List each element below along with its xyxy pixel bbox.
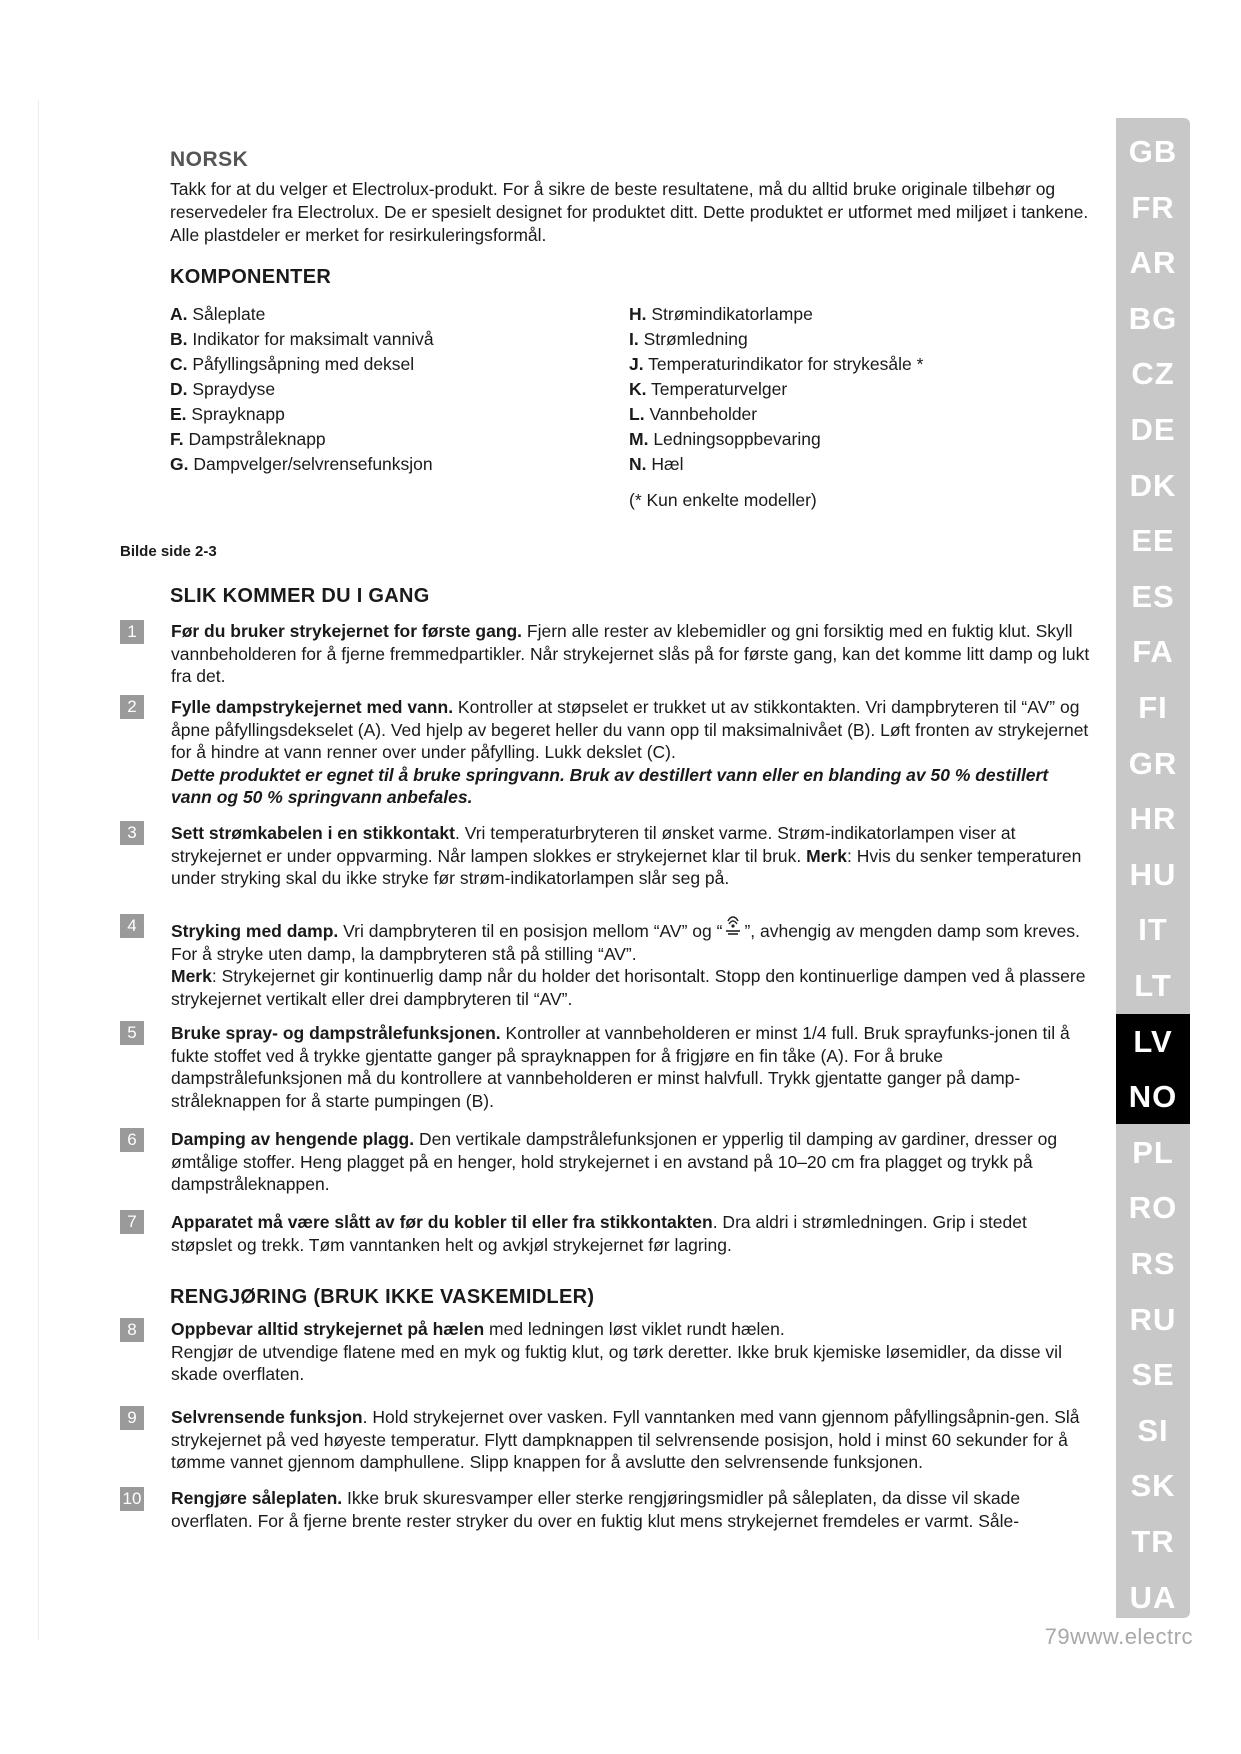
language-tab-cz[interactable]: CZ	[1131, 356, 1175, 391]
language-tab-lv[interactable]: LV	[1116, 1014, 1190, 1069]
component-item: H. Strømindikatorlampe	[629, 304, 813, 324]
component-item: N. Hæl	[629, 454, 684, 474]
component-item: I. Strømledning	[629, 329, 748, 349]
getting-started-heading: SLIK KOMMER DU I GANG	[170, 585, 430, 607]
language-tab-pl[interactable]: PL	[1132, 1135, 1174, 1170]
language-tab-bg[interactable]: BG	[1128, 301, 1178, 336]
step-number-badge: 9	[120, 1406, 144, 1430]
step-number-badge: 8	[120, 1318, 144, 1342]
language-tab-dk[interactable]: DK	[1129, 468, 1177, 503]
step-number-badge: 4	[120, 914, 144, 938]
language-tab-fi[interactable]: FI	[1138, 690, 1168, 725]
language-tab-ee[interactable]: EE	[1131, 523, 1175, 558]
components-list-right	[629, 302, 923, 477]
page-footer: 79www.electrc	[1044, 1624, 1193, 1649]
language-tab-de[interactable]: DE	[1130, 412, 1176, 447]
language-tab-gr[interactable]: GR	[1128, 746, 1178, 781]
component-item: D. Spraydyse	[170, 379, 276, 399]
language-tab-ru[interactable]: RU	[1129, 1302, 1177, 1337]
step-number-badge: 7	[120, 1210, 144, 1234]
intro-paragraph: Takk for at du velger et Electrolux-produkt. For å sikre de beste resultatene, må du alltid bruke originale tilbehør og reservedeler fra Electrolux. De er spesielt designet for produktet ditt. Dette produktet er utformet med miljøet i tankene. Alle plastdeler er merket for resirkuleringsformål.	[170, 179, 1089, 245]
component-item: G. Dampvelger/selvrensefunksjon	[170, 454, 433, 474]
steam-max-icon	[722, 915, 744, 939]
step-paragraph: Apparatet må være slått av før du kobler til eller fra stikkontakten. Dra aldri i strømledningen. Grip i stedet støpslet og trekk. Tøm vanntanken helt og avkjøl strykejernet før lagring.	[171, 1212, 1027, 1255]
language-tab-se[interactable]: SE	[1131, 1357, 1175, 1392]
step-paragraph: Oppbevar alltid strykejernet på hælen med ledningen løst viklet rundt hælen. Rengjør de utvendige flatene med en myk og fuktig klut, og tørk deretter. Ikke bruk kjemiske løsemidler, da disse vil skade overflaten.	[171, 1319, 1062, 1384]
step-italic-note: Dette produktet er egnet til å bruke springvann. Bruk av destillert vann eller en blanding av 50 % destillert vann og 50 % springvann anbefales.	[171, 764, 1049, 807]
language-tab-sk[interactable]: SK	[1130, 1468, 1176, 1503]
language-tab-fa[interactable]: FA	[1132, 634, 1174, 669]
component-item: C. Påfyllingsåpning med deksel	[170, 354, 415, 374]
component-item: L. Vannbeholder	[629, 404, 758, 424]
step-number-badge: 3	[120, 821, 144, 845]
language-tab-lt[interactable]: LT	[1134, 968, 1172, 1003]
step-number-badge: 2	[120, 695, 144, 719]
component-item: K. Temperaturvelger	[629, 379, 788, 399]
step-number-badge: 5	[120, 1021, 144, 1045]
step-paragraph: Rengjøre såleplaten. Ikke bruk skuresvamper eller sterke rengjøringsmidler på såleplaten, da disse vil skade overflaten. For å fjerne brente rester stryker du over en fuktig klut mens strykejernet fremdeles er varmt. Såle-	[171, 1488, 1021, 1531]
components-heading: KOMPONENTER	[170, 266, 332, 288]
step-paragraph: Selvrensende funksjon. Hold strykejernet over vasken. Fyll vanntanken med vann gjennom påfyllingsåpnin-gen. Slå strykejernet på ved høyeste temperatur. Flytt dampknappen til selvrensende posisjon, hold i minst 60 sekunder for å tømme vannet gjennom damphullene. Slipp knappen for å avslutte den selvrensende funksjonen.	[171, 1407, 1080, 1472]
language-tab-gb[interactable]: GB	[1128, 134, 1178, 169]
components-list-left	[170, 302, 434, 477]
component-item: J. Temperaturindikator for strykesåle *	[629, 354, 924, 374]
step-paragraph: Damping av hengende plagg. Den vertikale dampstrålefunksjonen er ypperlig til damping av gardiner, dresser og ømtålige stoffer. Heng plagget på en henger, hold strykejernet i en avstand på 10–20 cm fra plagget og trykk på dampstråleknappen.	[171, 1129, 1058, 1194]
step-paragraph: Fylle dampstrykejernet med vann. Kontroller at støpselet er trukket ut av stikkontakten. Vri dampbryteren til “AV” og åpne påfyllingsdekselet (A). Ved hjelp av begeret heller du vann opp til maksimalnivået (B). Løft fronten av strykejernet for å hindre at vann renner over under påfylling. Lukk dekslet (C). Dette produktet er egnet til å bruke springvann. Bruk av destillert vann eller en blanding av 50 % destillert vann og 50 % springvann anbefales.	[171, 696, 1091, 809]
step-number-badge: 1	[120, 620, 144, 644]
figure-reference: Bilde side 2-3	[120, 543, 217, 560]
component-item: F. Dampstråleknapp	[170, 429, 326, 449]
page-edge-line	[38, 100, 39, 1640]
components-note: (* Kun enkelte modeller)	[629, 490, 817, 510]
language-tab-rs[interactable]: RS	[1130, 1246, 1176, 1281]
step-paragraph: Bruke spray- og dampstrålefunksjonen. Kontroller at vannbeholderen er minst 1/4 full. Bruk sprayfunks-jonen til å fukte stoffet ved å trykke gjentatte ganger på sprayknappen for å frigjøre en fin tåke (A). For å bruke dampstrålefunksjonen må du kontrollere at vannbeholderen er minst halvfull. Trykk gjentatte ganger på damp-stråleknappen for å starte pumpingen (B).	[171, 1023, 1070, 1111]
step-paragraph: Før du bruker strykejernet for første gang. Fjern alle rester av klebemidler og gni forsiktig med en fuktig klut. Skyll vannbeholderen for å fjerne fremmedpartikler. Når strykejernet slås på for første gang, kan det komme litt damp og lukt fra det.	[171, 621, 1090, 686]
cleaning-heading: RENGJØRING (BRUK IKKE VASKEMIDLER)	[170, 1286, 595, 1308]
language-tab-si[interactable]: SI	[1137, 1413, 1169, 1448]
language-tab-tr[interactable]: TR	[1131, 1524, 1175, 1559]
language-tab-no[interactable]: NO	[1116, 1069, 1190, 1124]
language-title: NORSK	[170, 148, 249, 171]
language-tab-ua[interactable]: UA	[1129, 1580, 1177, 1615]
language-tab-ro[interactable]: RO	[1128, 1190, 1178, 1225]
language-tab-hr[interactable]: HR	[1129, 801, 1177, 836]
component-item: A. Såleplate	[170, 304, 266, 324]
component-item: B. Indikator for maksimalt vannivå	[170, 329, 434, 349]
language-tab-it[interactable]: IT	[1138, 912, 1168, 947]
step-number-badge: 6	[120, 1128, 144, 1152]
component-item: E. Sprayknapp	[170, 404, 285, 424]
step-paragraph: Stryking med damp. Vri dampbryteren til en posisjon mellom “AV” og “ ”, avhengig av mengden damp som kreves. For å stryke uten damp, la dampbryteren stå på stilling “AV”. Merk: Strykejernet gir kontinuerlig damp når du holder det horisontalt. Stopp den kontinuerlige dampen ved å plassere strykejernet vertikalt eller drei dampbryteren til “AV”.	[171, 915, 1091, 1010]
language-tab-hu[interactable]: HU	[1129, 857, 1177, 892]
component-item: M. Ledningsoppbevaring	[629, 429, 821, 449]
step-number-badge: 10	[120, 1487, 144, 1511]
language-tab-es[interactable]: ES	[1131, 579, 1175, 614]
language-tab-fr[interactable]: FR	[1131, 190, 1175, 225]
step-paragraph: Sett strømkabelen i en stikkontakt. Vri temperaturbryteren til ønsket varme. Strøm-indikatorlampen viser at strykejernet er under oppvarming. Når lampen slokkes er strykejernet klar til bruk. Merk: Hvis du senker temperaturen under stryking skal du ikke stryke før strøm-indikatorlampen slår seg på.	[171, 823, 1082, 888]
language-tab-ar[interactable]: AR	[1129, 245, 1177, 280]
